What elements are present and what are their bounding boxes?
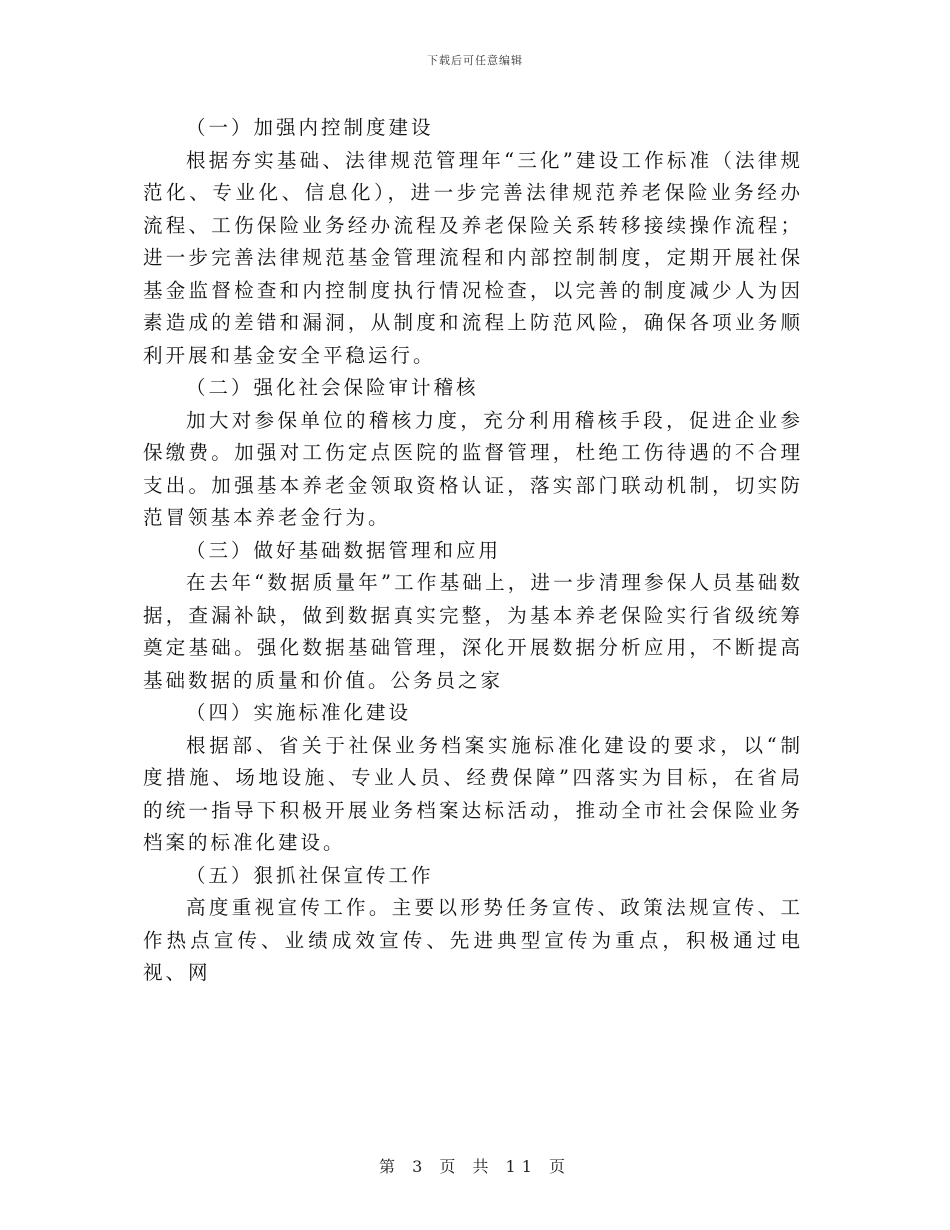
section-heading-5: （五）狠抓社保宣传工作 (186, 863, 434, 887)
section-paragraph-1: 根据夯实基础、法律规范管理年“三化”建设工作标准（法律规范化、专业化、信息化），进一步完善法律规范养老保险业务经办流程、工伤保险业务经办流程及养老保险关系转移接续操作流程；进一步完善法律规范基金管理流程和内部控制制度，定期开展社保基金监督检查和内控制度执行情况检查，以完善的制度减少人为因素造成的差错和漏洞，从制度和流程上防范风险，确保各项业务顺利开展和基金安全平稳运行。 (143, 148, 803, 367)
section-paragraph-2: 加大对参保单位的稽核力度，充分利用稽核手段，促进企业参保缴费。加强对工伤定点医院的监督管理，杜绝工伤待遇的不合理支出。加强基本养老金领取资格认证，落实部门联动机制，切实防范冒领基本养老金行为。 (143, 408, 803, 529)
section-heading-1: （一）加强内控制度建设 (186, 116, 434, 139)
section-paragraph-5: 高度重视宣传工作。主要以形势任务宣传、政策法规宣传、工作热点宣传、业绩成效宣传、先进典型宣传为重点，积极通过电视、网 (143, 896, 803, 984)
page-number-footer: 第 3 页 共 11 页 (379, 1157, 571, 1176)
section-heading-4: （四）实施标准化建设 (186, 701, 412, 724)
section-heading-2: （二）强化社会保险审计稽核 (186, 376, 479, 399)
document-body (143, 112, 803, 990)
section-heading-3: （三）做好基础数据管理和应用 (186, 538, 502, 562)
section-paragraph-3: 在去年“数据质量年”工作基础上，进一步清理参保人员基础数据，查漏补缺，做到数据真实完整，为基本养老保险实行省级统筹奠定基础。强化数据基础管理，深化开展数据分析应用，不断提高基础数据的质量和价值。公务员之家 (143, 571, 803, 692)
section-paragraph-4: 根据部、省关于社保业务档案实施标准化建设的要求，以“制度措施、场地设施、专业人员、经费保障”四落实为目标，在省局的统一指导下积极开展业务档案达标活动，推动全市社会保险业务档案的标准化建设。 (143, 733, 803, 854)
page-header: 下载后可任意编辑 (427, 54, 523, 67)
